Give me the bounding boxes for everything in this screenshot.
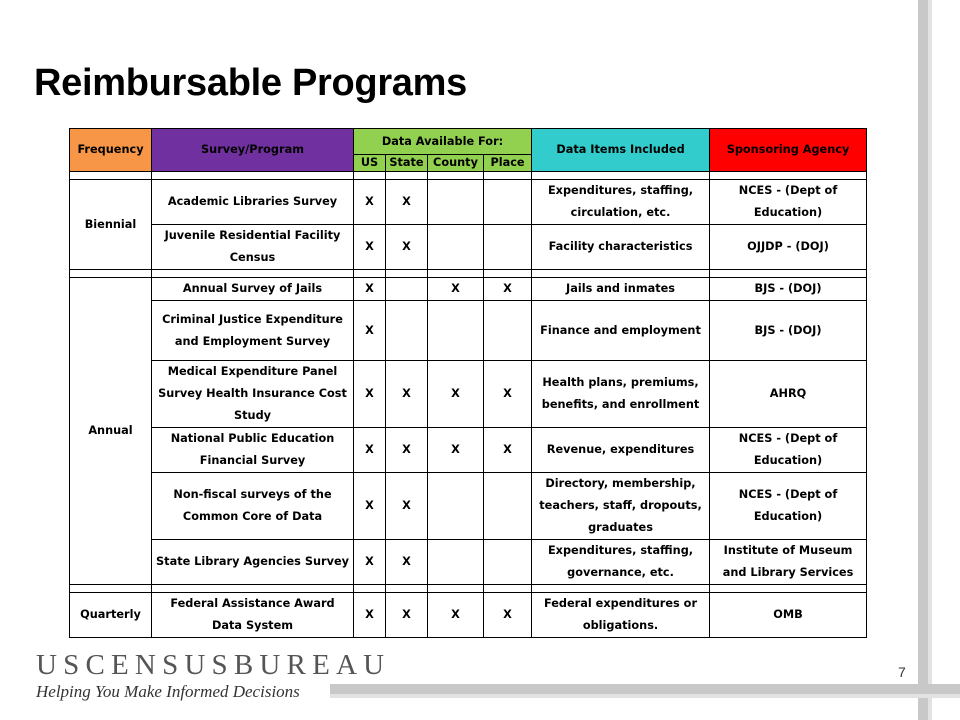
place-cell xyxy=(484,180,532,225)
frame-bar-horizontal xyxy=(330,684,960,694)
state-cell: X xyxy=(386,593,428,638)
table-row xyxy=(70,473,867,540)
county-cell xyxy=(428,225,484,270)
place-cell xyxy=(484,540,532,585)
separator-cell xyxy=(386,585,428,593)
state-cell: X xyxy=(386,180,428,225)
frequency-cell: Quarterly xyxy=(70,593,152,638)
separator-cell xyxy=(354,585,386,593)
separator-cell xyxy=(152,585,354,593)
table-row xyxy=(70,180,867,225)
us-cell: X xyxy=(354,278,386,301)
place-cell: X xyxy=(484,361,532,428)
header-data-available: Data Available For: xyxy=(354,129,532,155)
survey-program-cell: Federal Assistance Award Data System xyxy=(152,593,354,638)
separator-cell xyxy=(428,172,484,180)
data-items-cell: Revenue, expenditures xyxy=(532,428,710,473)
header-frequency: Frequency xyxy=(70,129,152,172)
table-row xyxy=(70,540,867,585)
data-items-cell: Expenditures, staffing, circulation, etc. xyxy=(532,180,710,225)
data-items-cell: Finance and employment xyxy=(532,301,710,361)
header-county: County xyxy=(428,155,484,172)
us-cell: X xyxy=(354,180,386,225)
state-cell: X xyxy=(386,428,428,473)
sponsoring-agency-cell: OJJDP - (DOJ) xyxy=(710,225,867,270)
state-cell xyxy=(386,301,428,361)
place-cell xyxy=(484,301,532,361)
data-items-cell: Health plans, premiums, benefits, and enrollment xyxy=(532,361,710,428)
separator-cell xyxy=(354,270,386,278)
place-cell: X xyxy=(484,278,532,301)
frame-bar-horizontal-light xyxy=(330,694,960,698)
county-cell: X xyxy=(428,361,484,428)
sponsoring-agency-cell: NCES - (Dept of Education) xyxy=(710,428,867,473)
place-cell xyxy=(484,225,532,270)
county-cell xyxy=(428,301,484,361)
separator-cell xyxy=(710,585,867,593)
us-cell: X xyxy=(354,473,386,540)
separator-cell xyxy=(70,172,152,180)
frequency-cell: Annual xyxy=(70,278,152,585)
table-row xyxy=(70,278,867,301)
county-cell: X xyxy=(428,278,484,301)
census-bureau-logo xyxy=(36,650,390,702)
separator-cell xyxy=(386,172,428,180)
county-cell: X xyxy=(428,428,484,473)
us-cell: X xyxy=(354,301,386,361)
separator-cell xyxy=(152,270,354,278)
separator-cell xyxy=(532,172,710,180)
logo-wordmark: USCENSUSBUREAU xyxy=(36,649,391,681)
frame-bar-vertical xyxy=(918,0,928,720)
survey-program-cell: Criminal Justice Expenditure and Employment Survey xyxy=(152,301,354,361)
data-items-cell: Directory, membership, teachers, staff, dropouts, graduates xyxy=(532,473,710,540)
separator-cell xyxy=(428,585,484,593)
table-row xyxy=(70,593,867,638)
survey-program-cell: Non-fiscal surveys of the Common Core of Data xyxy=(152,473,354,540)
us-cell: X xyxy=(354,361,386,428)
data-items-cell: Federal expenditures or obligations. xyxy=(532,593,710,638)
sponsoring-agency-cell: BJS - (DOJ) xyxy=(710,301,867,361)
sponsoring-agency-cell: NCES - (Dept of Education) xyxy=(710,180,867,225)
separator-cell xyxy=(484,270,532,278)
sponsoring-agency-cell: OMB xyxy=(710,593,867,638)
state-cell: X xyxy=(386,473,428,540)
page-number: 7 xyxy=(898,664,906,680)
us-cell: X xyxy=(354,225,386,270)
header-data-items: Data Items Included xyxy=(532,129,710,172)
state-cell xyxy=(386,278,428,301)
us-cell: X xyxy=(354,428,386,473)
county-cell: X xyxy=(428,593,484,638)
table-row xyxy=(70,301,867,361)
separator-cell xyxy=(70,270,152,278)
place-cell: X xyxy=(484,593,532,638)
separator-cell xyxy=(710,172,867,180)
survey-program-cell: National Public Education Financial Survey xyxy=(152,428,354,473)
sponsoring-agency-cell: AHRQ xyxy=(710,361,867,428)
logo-tagline: Helping You Make Informed Decisions xyxy=(36,682,300,701)
state-cell: X xyxy=(386,540,428,585)
survey-program-cell: Medical Expenditure Panel Survey Health Insurance Cost Study xyxy=(152,361,354,428)
separator-cell xyxy=(70,585,152,593)
header-survey-program: Survey/Program xyxy=(152,129,354,172)
table-row xyxy=(70,225,867,270)
survey-program-cell: State Library Agencies Survey xyxy=(152,540,354,585)
county-cell xyxy=(428,473,484,540)
state-cell: X xyxy=(386,361,428,428)
frame-bar-vertical-light xyxy=(928,0,932,720)
header-sponsoring-agency: Sponsoring Agency xyxy=(710,129,867,172)
data-items-cell: Jails and inmates xyxy=(532,278,710,301)
table-row xyxy=(70,428,867,473)
separator-cell xyxy=(484,585,532,593)
separator-cell xyxy=(386,270,428,278)
programs-table xyxy=(69,128,867,638)
header-place: Place xyxy=(484,155,532,172)
frequency-cell: Biennial xyxy=(70,180,152,270)
separator-cell xyxy=(354,172,386,180)
survey-program-cell: Juvenile Residential Facility Census xyxy=(152,225,354,270)
separator-cell xyxy=(710,270,867,278)
separator-cell xyxy=(152,172,354,180)
separator-cell xyxy=(532,585,710,593)
sponsoring-agency-cell: NCES - (Dept of Education) xyxy=(710,473,867,540)
sponsoring-agency-cell: Institute of Museum and Library Services xyxy=(710,540,867,585)
separator-cell xyxy=(484,172,532,180)
place-cell: X xyxy=(484,428,532,473)
data-items-cell: Facility characteristics xyxy=(532,225,710,270)
header-state: State xyxy=(386,155,428,172)
table-row xyxy=(70,361,867,428)
separator-cell xyxy=(428,270,484,278)
survey-program-cell: Annual Survey of Jails xyxy=(152,278,354,301)
sponsoring-agency-cell: BJS - (DOJ) xyxy=(710,278,867,301)
data-items-cell: Expenditures, staffing, governance, etc. xyxy=(532,540,710,585)
county-cell xyxy=(428,540,484,585)
county-cell xyxy=(428,180,484,225)
us-cell: X xyxy=(354,593,386,638)
place-cell xyxy=(484,473,532,540)
slide-title: Reimbursable Programs xyxy=(34,62,467,104)
survey-program-cell: Academic Libraries Survey xyxy=(152,180,354,225)
header-us: US xyxy=(354,155,386,172)
separator-cell xyxy=(532,270,710,278)
us-cell: X xyxy=(354,540,386,585)
state-cell: X xyxy=(386,225,428,270)
